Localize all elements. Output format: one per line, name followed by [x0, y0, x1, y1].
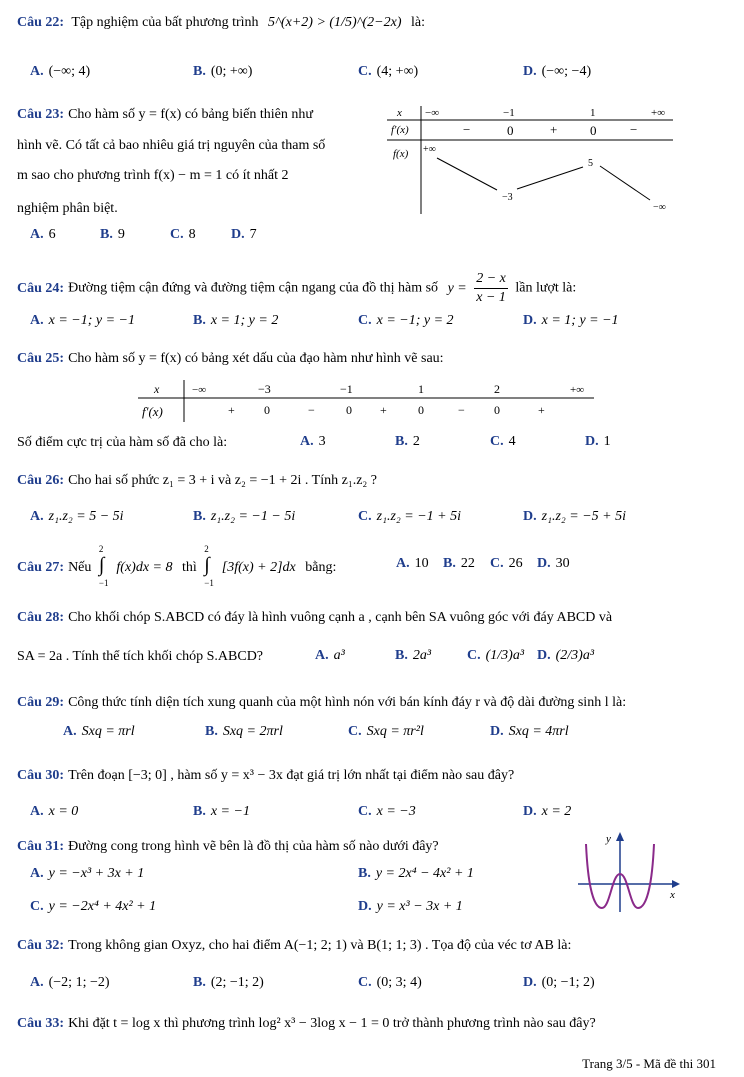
st-s2: − — [308, 403, 315, 417]
q30-option-a[interactable]: A. x = 0 — [30, 804, 79, 819]
q31-option-c[interactable]: C. y = −2x⁴ + 4x² + 1 — [30, 899, 157, 914]
q23-option-a[interactable]: A. 6 — [30, 227, 56, 242]
q31-option-a[interactable]: A. y = −x³ + 3x + 1 — [30, 866, 145, 881]
q27-option-b[interactable]: B. 22 — [443, 556, 475, 571]
q25-option-d[interactable]: D. 1 — [585, 434, 611, 449]
q28-option-c[interactable]: C. (1/3)a³ — [467, 648, 525, 663]
vt-x1: −1 — [503, 107, 515, 119]
st-s8: + — [538, 403, 545, 417]
q24-option-a[interactable]: A. x = −1; y = −1 — [30, 313, 136, 328]
vt-s4: − — [630, 122, 638, 137]
st-x0: −∞ — [192, 384, 207, 396]
q32-option-c[interactable]: C. (0; 3; 4) — [358, 975, 422, 990]
q25-option-a[interactable]: A. 3 — [300, 434, 326, 449]
question-23: Câu 23: Cho hàm số y = f(x) có bảng biến thiên như — [17, 107, 313, 122]
question-27: Câu 27: Nếu 2 ∫ −1 f(x)dx = 8 thì 2 ∫ −1 [3f(x) + 2]dx bằng: — [17, 544, 337, 588]
q27-integral-2: 2 ∫ −1 — [204, 544, 214, 588]
vt-v1: −3 — [502, 192, 513, 203]
st-x5: +∞ — [570, 384, 585, 396]
q23-line-4: nghiệm phân biệt. — [17, 201, 118, 216]
q28-option-a[interactable]: A. a³ — [315, 648, 345, 663]
q23-option-b[interactable]: B. 9 — [100, 227, 125, 242]
q29-option-c[interactable]: C. Sxq = πr²l — [348, 724, 424, 739]
graph-x-label: x — [670, 889, 675, 901]
q30-option-b[interactable]: B. x = −1 — [193, 804, 250, 819]
variation-table-q23 — [385, 104, 675, 214]
st-s5: 0 — [418, 403, 424, 417]
q30-option-d[interactable]: D. x = 2 — [523, 804, 572, 819]
q24-option-b[interactable]: B. x = 1; y = 2 — [193, 313, 279, 328]
question-31: Câu 31: Đường cong trong hình vẽ bên là đồ thị của hàm số nào dưới đây? — [17, 839, 439, 854]
vt-x0: −∞ — [425, 107, 440, 119]
vt-s1: 0 — [507, 123, 514, 138]
q22-option-b[interactable]: B. (0; +∞) — [193, 64, 253, 79]
vt-fp-label: f′(x) — [391, 124, 409, 136]
vt-f-label: f(x) — [393, 148, 409, 160]
vt-x-label: x — [397, 107, 402, 119]
question-30: Câu 30: Trên đoạn [−3; 0] , hàm số y = x³ − 3x đạt giá trị lớn nhất tại điểm nào sau đây? — [17, 768, 515, 783]
q23-option-d[interactable]: D. 7 — [231, 227, 257, 242]
q26-option-d[interactable]: D. z₁.z₂ = −5 + 5i — [523, 509, 626, 524]
vt-s0: − — [463, 122, 471, 137]
question-22: Câu 22: Tập nghiệm của bất phương trình 5^(x+2) > (1/5)^(2−2x) là: — [17, 15, 425, 30]
vt-v2: 5 — [588, 158, 593, 169]
q32-option-d[interactable]: D. (0; −1; 2) — [523, 975, 595, 990]
q28-option-d[interactable]: D. (2/3)a³ — [537, 648, 595, 663]
vt-v0: +∞ — [423, 144, 436, 155]
q26-option-a[interactable]: A. z₁.z₂ = 5 − 5i — [30, 509, 124, 524]
q27-option-a[interactable]: A. 10 — [396, 556, 429, 571]
q22-option-c[interactable]: C. (4; +∞) — [358, 64, 419, 79]
vt-x2: 1 — [590, 107, 596, 119]
st-s0: + — [228, 403, 235, 417]
q31-graph — [574, 828, 684, 914]
q22-option-a[interactable]: A. (−∞; 4) — [30, 64, 91, 79]
q24-option-c[interactable]: C. x = −1; y = 2 — [358, 313, 454, 328]
st-x2: −1 — [340, 382, 353, 396]
question-26: Câu 26: Cho hai số phức z₁ = 3 + i và z₂ = −1 + 2i . Tính z₁.z₂ ? — [17, 473, 378, 488]
q25-option-b[interactable]: B. 2 — [395, 434, 420, 449]
st-s4: + — [380, 403, 387, 417]
vt-s3: 0 — [590, 123, 597, 138]
st-s7: 0 — [494, 403, 500, 417]
q23-option-c[interactable]: C. 8 — [170, 227, 196, 242]
q28-option-b[interactable]: B. 2a³ — [395, 648, 432, 663]
question-24: Câu 24: Đường tiệm cận đứng và đường tiệm cận ngang của đồ thị hàm số y = $\frac{2 - x}{x - 1}$ lần lượt là: — [17, 271, 577, 305]
q27-integral-1: 2 ∫ −1 — [98, 544, 109, 588]
st-x3: 1 — [418, 382, 424, 396]
question-25: Câu 25: Cho hàm số y = f(x) có bảng xét dấu của đạo hàm như hình vẽ sau: — [17, 351, 444, 366]
sign-table-q25 — [136, 378, 596, 424]
q30-option-c[interactable]: C. x = −3 — [358, 804, 416, 819]
vt-v3: −∞ — [653, 202, 666, 213]
q31-option-b[interactable]: B. y = 2x⁴ − 4x² + 1 — [358, 866, 474, 881]
q29-option-d[interactable]: D. Sxq = 4πrl — [490, 724, 569, 739]
q27-option-d[interactable]: D. 30 — [537, 556, 570, 571]
q23-line-3: m sao cho phương trình f(x) − m = 1 có ít nhất 2 — [17, 168, 289, 183]
q27-option-c[interactable]: C. 26 — [490, 556, 523, 571]
vt-x3: +∞ — [651, 107, 666, 119]
st-x-label: x — [154, 382, 160, 396]
st-fp-label: f′(x) — [142, 404, 163, 419]
st-s1: 0 — [264, 403, 270, 417]
question-29: Câu 29: Công thức tính diện tích xung quanh của một hình nón với bán kính đáy r và độ dài đường sinh l là: — [17, 695, 627, 710]
q32-option-a[interactable]: A. (−2; 1; −2) — [30, 975, 110, 990]
q25-option-c[interactable]: C. 4 — [490, 434, 516, 449]
q29-option-a[interactable]: A. Sxq = πrl — [63, 724, 135, 739]
vt-s2: + — [550, 122, 558, 137]
q24-fraction: $\frac{2 - x}{x - 1}$ — [476, 271, 506, 305]
q32-option-b[interactable]: B. (2; −1; 2) — [193, 975, 264, 990]
q22-option-d[interactable]: D. (−∞; −4) — [523, 64, 592, 79]
question-28: Câu 28: Cho khối chóp S.ABCD có đáy là hình vuông cạnh a , cạnh bên SA vuông góc với đáy ABCD và — [17, 610, 613, 625]
page-footer: Trang 3/5 - Mã đề thi 301 — [582, 1056, 716, 1071]
st-s3: 0 — [346, 403, 352, 417]
q24-option-d[interactable]: D. x = 1; y = −1 — [523, 313, 619, 328]
question-33: Câu 33: Khi đặt t = log x thì phương trình log² x³ − 3log x − 1 = 0 trở thành phương trình nào sau đây? — [17, 1016, 596, 1031]
st-x1: −3 — [258, 382, 271, 396]
q29-option-b[interactable]: B. Sxq = 2πrl — [205, 724, 283, 739]
st-s6: − — [458, 403, 465, 417]
q31-option-d[interactable]: D. y = x³ − 3x + 1 — [358, 899, 463, 914]
st-x4: 2 — [494, 382, 500, 396]
graph-y-label: y — [606, 833, 611, 845]
q25-question-2: Số điểm cực trị của hàm số đã cho là: — [17, 435, 228, 450]
q26-option-c[interactable]: C. z₁.z₂ = −1 + 5i — [358, 509, 461, 524]
q23-line-2: hình vẽ. Có tất cả bao nhiêu giá trị nguyên của tham số — [17, 138, 326, 153]
question-32: Câu 32: Trong không gian Oxyz, cho hai điểm A(−1; 2; 1) và B(1; 1; 3) . Tọa độ của véc tơ AB là: — [17, 938, 572, 953]
q28-line-2: SA = 2a . Tính thể tích khối chóp S.ABCD? — [17, 649, 264, 664]
q26-option-b[interactable]: B. z₁.z₂ = −1 − 5i — [193, 509, 296, 524]
